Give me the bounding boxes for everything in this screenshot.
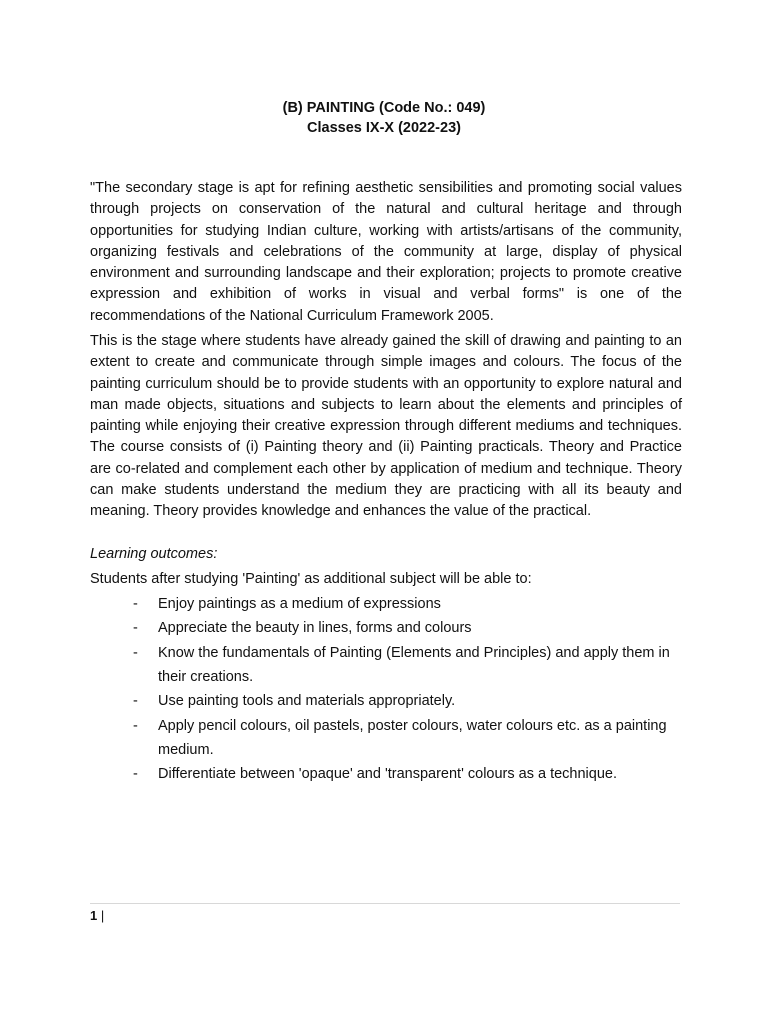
list-item-text: Appreciate the beauty in lines, forms and colours (158, 620, 472, 636)
curriculum-paragraph: This is the stage where students have already gained the skill of drawing and painting to an extent to create and communicate through simple images and colours. The focus of the painting curriculum should be to provide students with an opportunity to explore natural and man made objects, situations and subjects to learn about the elements and principles of painting while enjoying their creative expression through different mediums and techniques. The course consists of (i) Painting theory and (ii) Painting practicals. Theory and Practice are co-related and complement each other by application of medium and technique. Theory can make students understand the medium they are practicing with all its beauty and meaning. Theory provides knowledge and enhances the value of the practical. (90, 333, 682, 520)
list-bullet: - (133, 596, 138, 612)
document-subtitle: Classes IX-X (2022-23) (307, 120, 461, 136)
list-bullet: - (133, 718, 138, 734)
list-item-text: Apply pencil colours, oil pastels, poster colours, water colours etc. as a painting medium. (158, 718, 667, 758)
list-item-text: Enjoy paintings as a medium of expressions (158, 596, 441, 612)
list-item-text: Use painting tools and materials appropriately. (158, 693, 456, 709)
learning-outcomes-intro: Students after studying 'Painting' as additional subject will be able to: (90, 571, 532, 587)
list-item-text: Know the fundamentals of Painting (Elements and Principles) and apply them in their creations. (158, 645, 670, 685)
list-bullet: - (133, 620, 138, 636)
list-bullet: - (133, 693, 138, 709)
document-title: (B) PAINTING (Code No.: 049) (282, 100, 486, 116)
list-bullet: - (133, 766, 138, 782)
learning-outcomes-heading: Learning outcomes: (90, 546, 218, 562)
footer-separator: | (100, 908, 105, 923)
list-item-text: Differentiate between 'opaque' and 'transparent' colours as a technique. (158, 766, 618, 782)
intro-paragraph: "The secondary stage is apt for refining aesthetic sensibilities and promoting social values through projects on conservation of the natural and cultural heritage and through opportunities for studying Indian culture, working with artists/artisans of the community, organizing festivals and celebrations of the community at large, display of physical environment and surrounding landscape and their exploration; projects to promote creative expression and exhibition of works in visual and verbal forms" is one of the recommendations of the National Curriculum Framework 2005. (90, 180, 682, 324)
page-number: 1 (90, 908, 98, 923)
footer-divider (90, 903, 680, 904)
page-footer (90, 907, 104, 925)
list-bullet: - (133, 645, 138, 661)
